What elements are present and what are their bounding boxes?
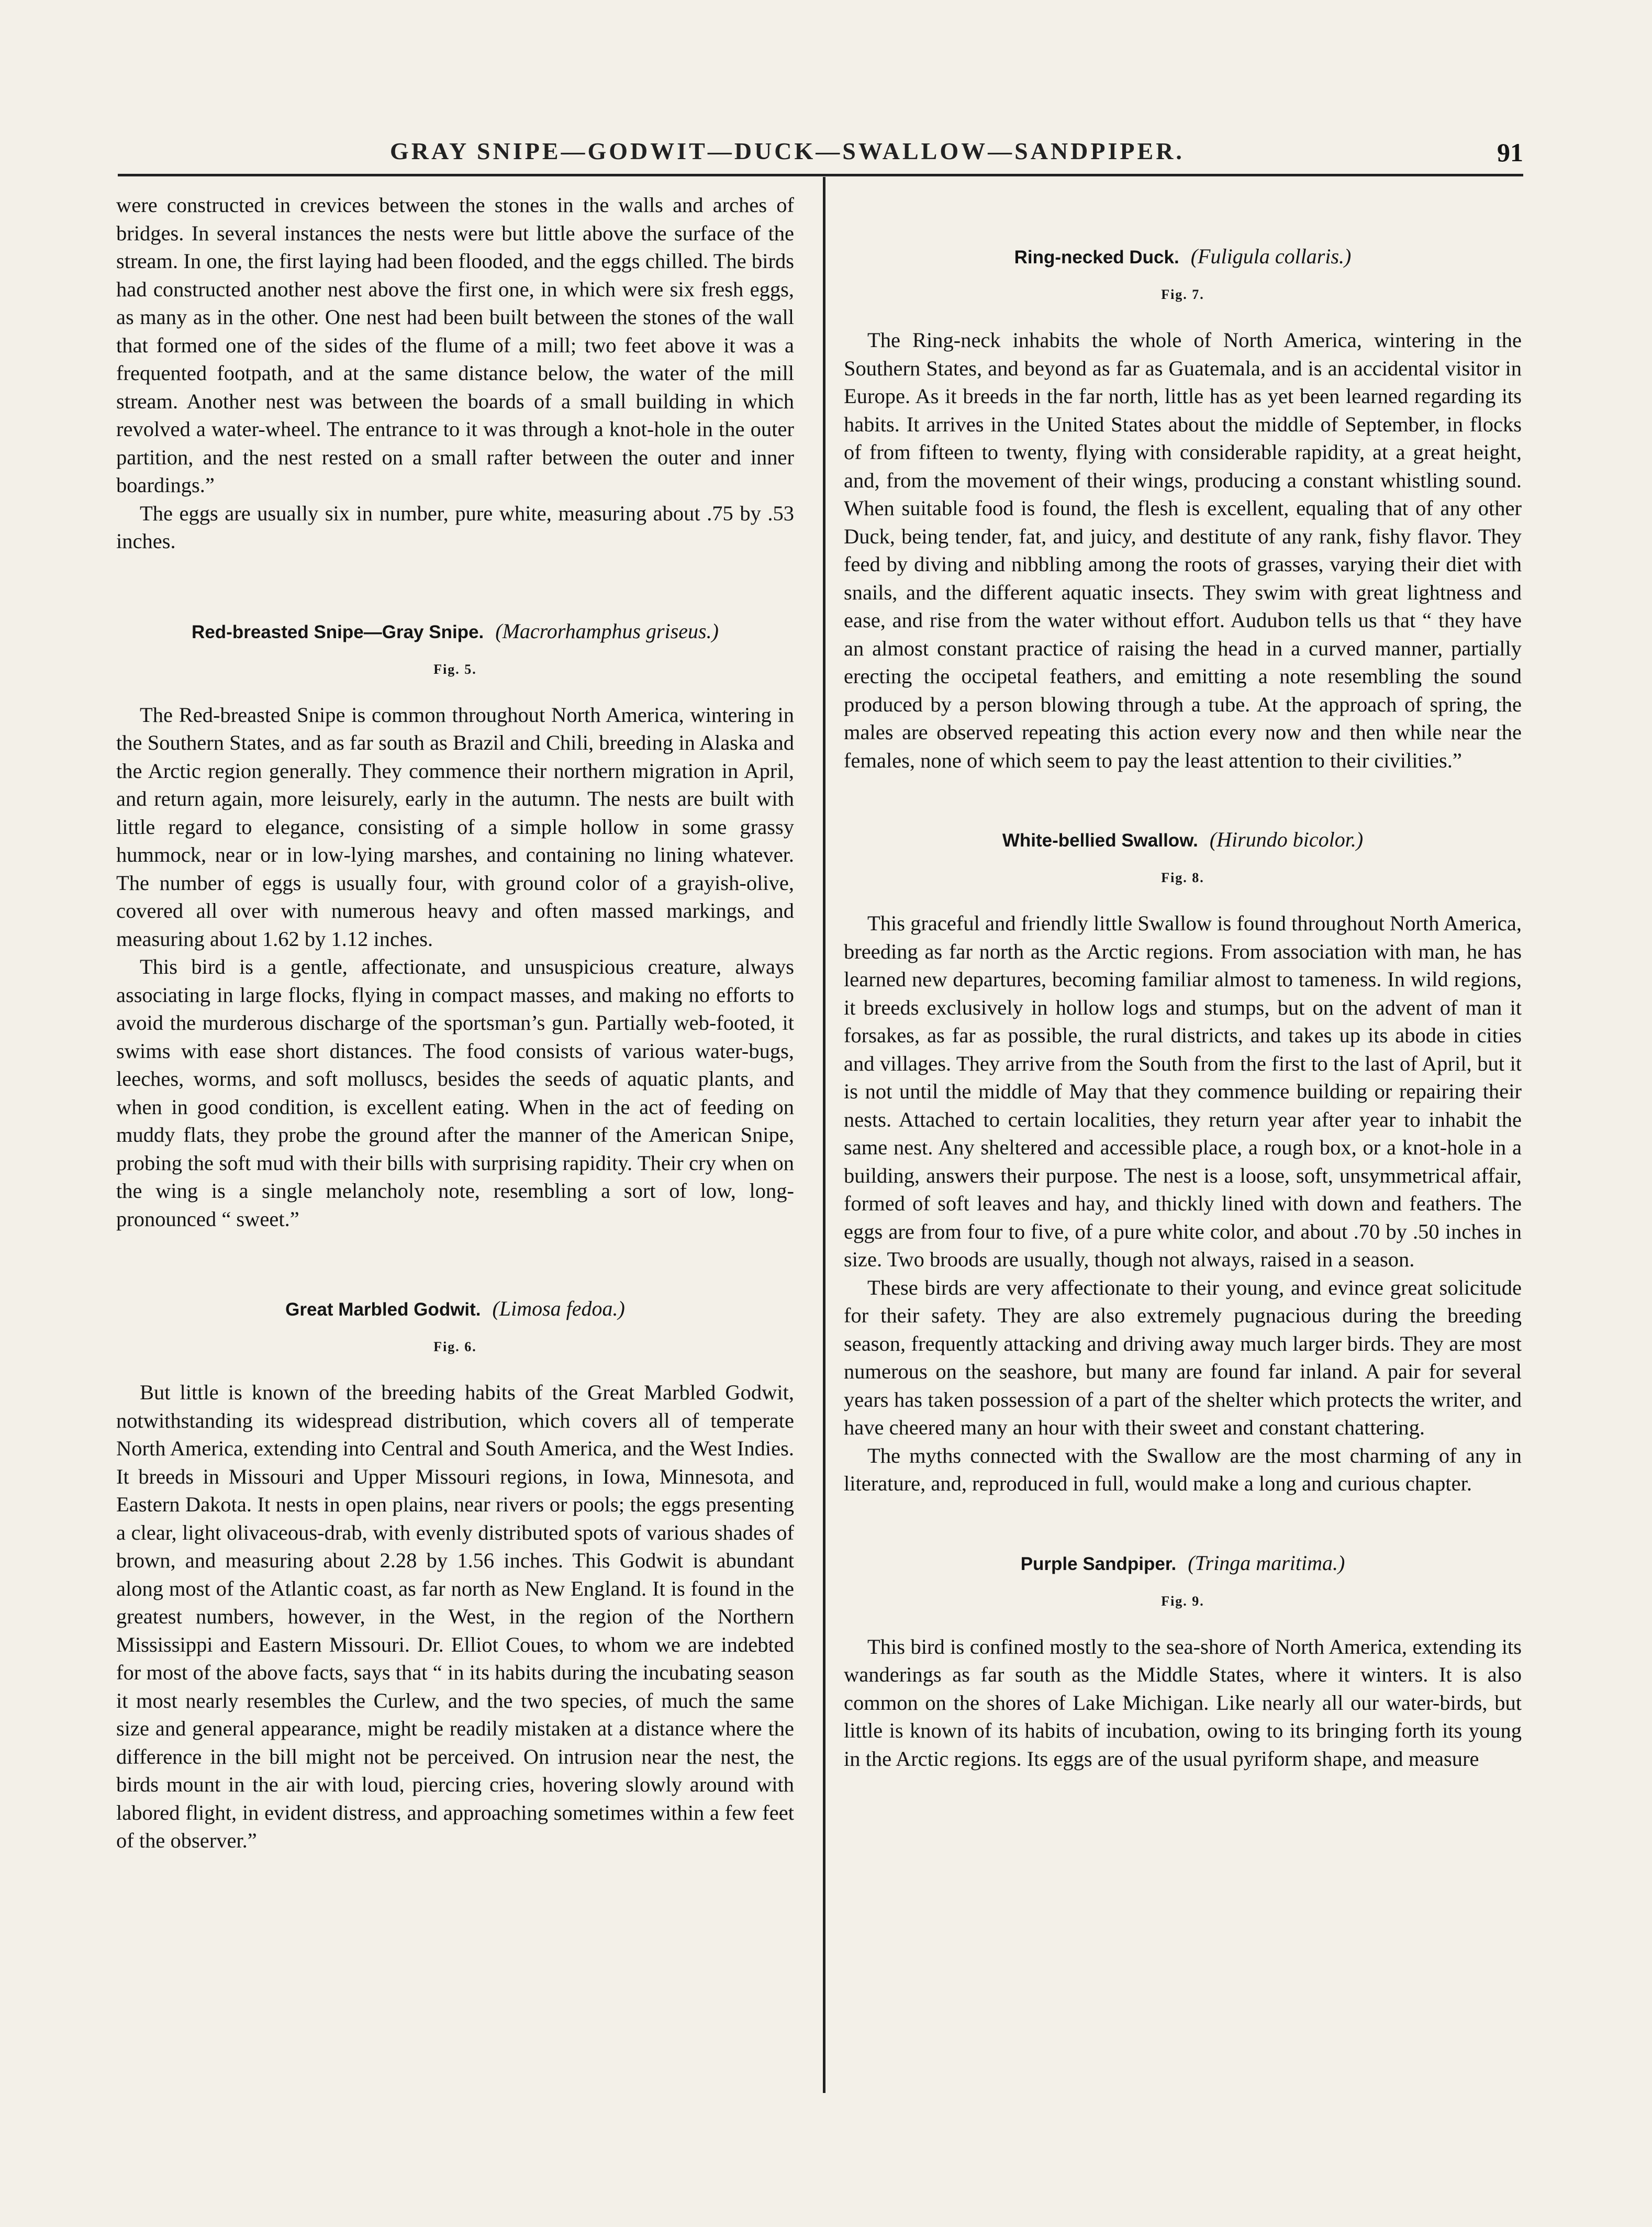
fig-9-caption: Fig. 9. xyxy=(1161,1593,1204,1609)
section-heading-godwit xyxy=(116,1296,794,1323)
snipe-paragraph-1: The Red-breasted Snipe is common throughout North America, wintering in the Southern States, and as far south as Brazil and Chili, breeding in Alaska and the Arctic region generally. They commence their northern migration in April, and return again, more leisurely, early in the autumn. The nests are built with little regard to elegance, consisting of a simple hollow in some grassy hummock, near or in low-lying marshes, and containing no lining whatever. The number of eggs is usually four, with ground color of a grayish-olive, covered all over with numerous heavy and often massed markings, and measuring about 1.62 by 1.12 inches. xyxy=(116,703,794,951)
page-number: 91 xyxy=(1497,138,1523,167)
left-column xyxy=(116,191,794,1855)
swallow-paragraph-2: These birds are very affectionate to their young, and evince great solicitude for their safety. They are also extremely pugnacious during the breeding season, frequently attacking and driving away much larger birds. They are most numerous on the seashore, but many are found far inland. A pair for several years has taken possession of a part of the shelter which protects the writer, and have cheered many an hour with their sweet and constant chattering. xyxy=(844,1275,1522,1439)
duck-latin-name: (Fuligula collaris.) xyxy=(1190,244,1352,268)
section-heading-swallow xyxy=(844,827,1522,854)
swallow-latin-name: (Hirundo bicolor.) xyxy=(1209,828,1364,851)
duck-paragraph-1: The Ring-neck inhabits the whole of North America, wintering in the Southern States, and beyond as far as Guatemala, and is an accidental visitor in Europe. As it breeds in the far north, little has as yet been learned regarding its habits. It arrives in the United States about the middle of September, in flocks of from fifteen to twenty, flying with considerable rapidity, at a great height, and, from the movement of their wings, producing a constant whistling sound. When suitable food is found, the flesh is excellent, equaling that of any other Duck, being tender, fat, and juicy, and destitute of any rank, fishy flavor. They feed by diving and nibbling among the roots of grasses, varying their diet with snails, and the different aquatic insects. They swim with great lightness and ease, and rise from the water without effort. Audubon tells us that “ they have an almost constant practice of raising the head in a curved manner, partially erecting the occipetal feathers, and emitting a note resembling the sound produced by a person blowing through a tube. At the approach of spring, the males are observed repeating this action every now and then while near the females, none of which seem to pay the least attention to their civilities.” xyxy=(844,328,1522,772)
swallow-paragraph-3: The myths connected with the Swallow are the most charming of any in literature, and, reproduced in full, would make a long and curious chapter. xyxy=(844,1443,1522,1495)
sandpiper-latin-name: (Tringa maritima.) xyxy=(1188,1551,1345,1575)
snipe-latin-name: (Macrorhamphus griseus.) xyxy=(495,619,719,643)
godwit-title: Great Marbled Godwit. xyxy=(285,1299,481,1320)
duck-title: Ring-necked Duck. xyxy=(1014,247,1179,268)
column-divider xyxy=(823,177,825,2093)
fig-5-caption: Fig. 5. xyxy=(433,661,477,677)
godwit-latin-name: (Limosa fedoa.) xyxy=(492,1297,625,1320)
sandpiper-paragraph-1: This bird is confined mostly to the sea-shore of North America, extending its wanderings as far south as the Middle States, where it winters. It is also common on the shores of Lake Michigan. Like nearly all our water-birds, but little is known of its habits of incubation, owing to its bringing forth its young in the Arctic regions. Its eggs are of the usual pyriform shape, and measure xyxy=(844,1634,1522,1771)
swallow-title: White-bellied Swallow. xyxy=(1002,830,1198,851)
running-head-title: GRAY SNIPE—GODWIT—DUCK—SWALLOW—SANDPIPER. xyxy=(390,138,1185,164)
sandpiper-title: Purple Sandpiper. xyxy=(1020,1553,1177,1574)
intro-paragraph-1: were constructed in crevices between the stones in the walls and arches of bridges. In several instances the nests were but little above the surface of the stream. In one, the first laying had been flooded, and the eggs chilled. The birds had constructed another nest above the first one, in which were six fresh eggs, as many as in the other. One nest had been built between the stones of the wall that formed one of the sides of the flume of a mill; two feet above it was a frequented footpath, and at the same distance below, the water of the mill stream. Another nest was between the boards of a small building in which revolved a water-wheel. The entrance to it was through a knot-hole in the outer partition, and the nest rested on a small rafter between the outer and inner boardings.” xyxy=(116,193,794,497)
right-column xyxy=(844,191,1522,1773)
section-heading-duck xyxy=(844,243,1522,271)
godwit-paragraph-1: But little is known of the breeding habits of the Great Marbled Godwit, notwithstanding its widespread distribution, which covers all of temperate North America, extending into Central and South America, and the West Indies. It breeds in Missouri and Upper Missouri regions, in Iowa, Minnesota, and Eastern Dakota. It nests in open plains, near rivers or pools; the eggs presenting a clear, light olivaceous-drab, with evenly distributed spots of various shades of brown, and measuring about 2.28 by 1.56 inches. This Godwit is abundant along most of the Atlantic coast, as far north as New England. It is found in the greatest numbers, however, in the West, in the region of the Northern Mississippi and Eastern Missouri. Dr. Elliot Coues, to whom we are indebted for most of the above facts, says that “ in its habits during the incubating season it most nearly resembles the Curlew, and the two species, of much the same size and general appearance, might be readily mistaken at a distance where the difference in the bill might not be perceived. On intrusion near the nest, the birds mount in the air with loud, piercing cries, hovering slowly around with labored flight, in evident distress, and approaching sometimes within a few feet of the observer.” xyxy=(116,1380,794,1852)
section-heading-sandpiper xyxy=(844,1550,1522,1577)
swallow-paragraph-1: This graceful and friendly little Swallow is found throughout North America, breeding as far north as the Arctic regions. From association with man, he has learned new departures, becoming familiar almost to tameness. In wild regions, it breeds exclusively in hollow logs and stumps, but on the advent of man it forsakes, as far as possible, the rural districts, and takes up its abode in cities and villages. They arrive from the South from the first to the last of April, but it is not until the middle of May that they commence building or repairing their nests. Attached to certain localities, they return year after year to inhabit the same nest. Any sheltered and accessible place, a rough box, or a knot-hole in a building, answers their purpose. The nest is a loose, soft, unsymmetrical affair, formed of soft leaves and hay, and thickly lined with down and feathers. The eggs are from four to five, of a pure white color, and about .70 by .50 inches in size. Two broods are usually, though not always, raised in a season. xyxy=(844,911,1522,1271)
section-heading-snipe xyxy=(116,618,794,645)
fig-6-caption: Fig. 6. xyxy=(433,1339,477,1354)
running-header xyxy=(118,137,1523,174)
intro-paragraph-2: The eggs are usually six in number, pure white, measuring about .75 by .53 inches. xyxy=(116,501,794,553)
snipe-paragraph-2: This bird is a gentle, affectionate, and unsuspicious creature, always associating in large flocks, flying in compact masses, and making no efforts to avoid the murderous discharge of the sportsman’s gun. Partially web-footed, it swims with ease short distances. The food consists of various water-bugs, leeches, worms, and soft molluscs, besides the seeds of aquatic plants, and when in good condition, is excellent eating. When in the act of feeding on muddy flats, they probe the ground after the manner of the American Snipe, probing the soft mud with their bills with surprising rapidity. Their cry when on the wing is a single melancholy note, resembling a sort of low, long-pronounced “ sweet.” xyxy=(116,955,794,1231)
snipe-title: Red-breasted Snipe—Gray Snipe. xyxy=(192,621,484,642)
header-rule xyxy=(118,174,1523,176)
fig-7-caption: Fig. 7. xyxy=(1161,287,1204,302)
fig-8-caption: Fig. 8. xyxy=(1161,870,1204,885)
